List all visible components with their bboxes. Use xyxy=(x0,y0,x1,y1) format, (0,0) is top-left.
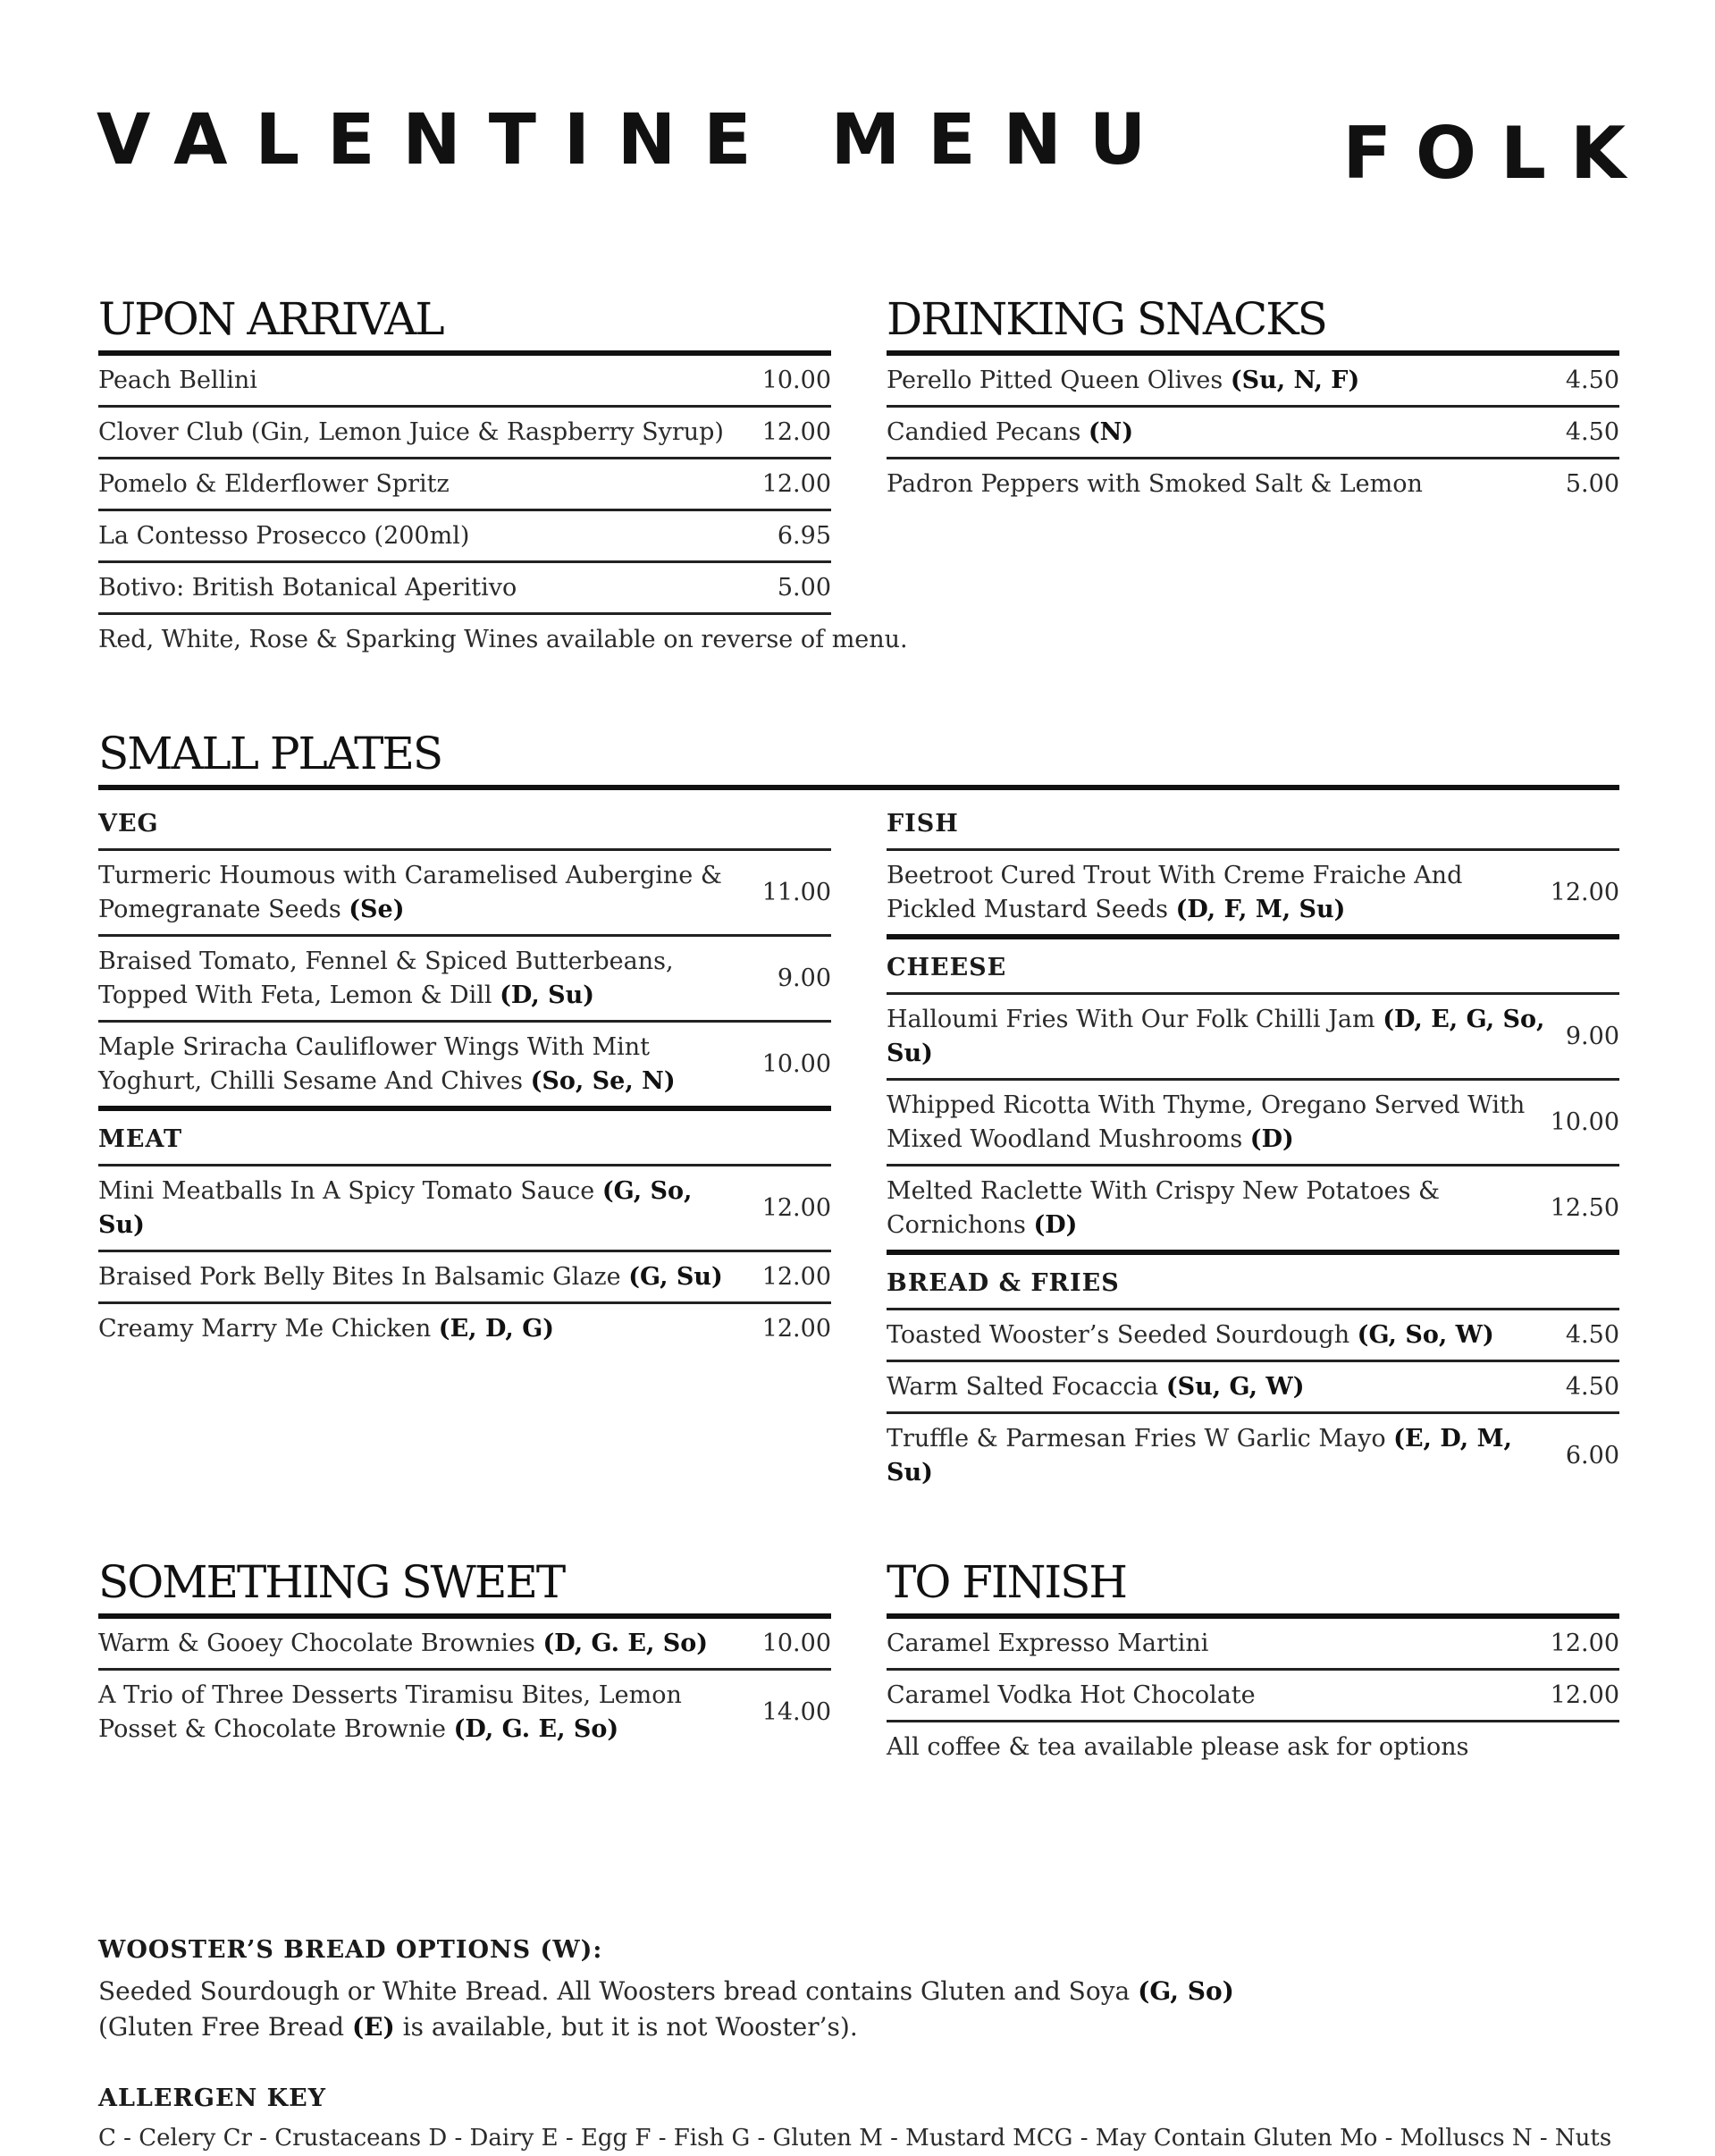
menu-item: Turmeric Houmous with Caramelised Aubergine & Pomegranate Seeds (Se) 11.00 xyxy=(98,851,831,937)
menu-item: Beetroot Cured Trout With Creme Fraiche And Pickled Mustard Seeds (D, F, M, Su) 12.00 xyxy=(887,851,1619,939)
allergen-codes: (Su, N, F) xyxy=(1230,366,1360,394)
allergen-key-line: C - Celery Cr - Crustaceans D - Dairy E - Egg F - Fish G - Gluten M - Mustard MCG - May Contain Gluten Mo - Molluscs N - Nuts xyxy=(98,2125,1612,2152)
small-plates-left xyxy=(98,796,831,1353)
allergen-codes: (D, G. E, So) xyxy=(542,1630,709,1657)
menu-item: Peach Bellini 10.00 xyxy=(98,356,831,408)
menu-item: Caramel Expresso Martini 12.00 xyxy=(887,1619,1619,1671)
menu-item: Perello Pitted Queen Olives (Su, N, F) 4.50 xyxy=(887,356,1619,408)
menu-item: Candied Pecans (N) 4.50 xyxy=(887,408,1619,459)
something-sweet-section xyxy=(98,1556,831,1754)
menu-item: Mini Meatballs In A Spicy Tomato Sauce (G, So, Su) 12.00 xyxy=(98,1166,831,1252)
section-title: DRINKING SNACKS xyxy=(887,297,1619,356)
brand-logo: FOLK xyxy=(1342,112,1650,195)
allergen-codes: (E, D, M, Su) xyxy=(887,1425,1512,1486)
menu-item: Truffle & Parmesan Fries W Garlic Mayo (E, D, M, Su) 6.00 xyxy=(887,1425,1619,1486)
to-finish-section xyxy=(887,1556,1619,1764)
menu-item: Clover Club (Gin, Lemon Juice & Raspberry Syrup) 12.00 xyxy=(98,408,831,459)
allergen-codes: (D, G. E, So) xyxy=(453,1715,619,1743)
section-title: SMALL PLATES xyxy=(98,731,1619,790)
menu-item: A Trio of Three Desserts Tiramisu Bites, Lemon Posset & Chocolate Brownie (D, G. E, So) 14.00 xyxy=(98,1681,831,1743)
allergen-codes: (N) xyxy=(1088,418,1134,446)
menu-title: VALENTINE MENU xyxy=(97,100,1174,181)
menu-item: Braised Pork Belly Bites In Balsamic Glaze (G, Su) 12.00 xyxy=(98,1252,831,1304)
coffee-note: All coffee & tea available please ask for options xyxy=(887,1733,1469,1761)
menu-item: Pomelo & Elderflower Spritz 12.00 xyxy=(98,459,831,511)
subsection-veg: VEG xyxy=(98,796,831,851)
drinking-snacks-section xyxy=(887,293,1619,509)
subsection-cheese: CHEESE xyxy=(887,939,1619,995)
menu-item: Caramel Vodka Hot Chocolate 12.00 xyxy=(887,1671,1619,1722)
allergen-codes: (D, Su) xyxy=(500,981,595,1009)
allergen-codes: (D) xyxy=(1033,1211,1078,1239)
wine-note: Red, White, Rose & Sparking Wines available on reverse of menu. xyxy=(98,626,908,653)
woosters-line-2: (Gluten Free Bread (E) is available, but it is not Wooster’s). xyxy=(98,2012,858,2042)
allergen-codes: (D, E, G, So, Su) xyxy=(887,1006,1545,1067)
menu-item: Melted Raclette With Crispy New Potatoes & Cornichons (D) 12.50 xyxy=(887,1166,1619,1255)
menu-item: Creamy Marry Me Chicken (E, D, G) 12.00 xyxy=(98,1315,831,1343)
menu-item: Toasted Wooster’s Seeded Sourdough (G, So, W) 4.50 xyxy=(887,1310,1619,1362)
allergen-codes: (Su, G, W) xyxy=(1165,1373,1305,1401)
subsection-bread-fries: BREAD & FRIES xyxy=(887,1255,1619,1310)
allergen-codes: (So, Se, N) xyxy=(530,1067,676,1095)
menu-item: La Contesso Prosecco (200ml) 6.95 xyxy=(98,511,831,563)
small-plates-right xyxy=(887,796,1619,1497)
section-title: UPON ARRIVAL xyxy=(98,297,831,356)
allergen-codes: (G, So, W) xyxy=(1357,1321,1494,1349)
allergen-codes: (G, Su) xyxy=(628,1263,723,1291)
menu-item: Botivo: British Botanical Aperitivo 5.00 xyxy=(98,563,831,615)
menu-item: Whipped Ricotta With Thyme, Oregano Served With Mixed Woodland Mushrooms (D) 10.00 xyxy=(887,1081,1619,1166)
woosters-line-1: Seeded Sourdough or White Bread. All Woosters bread contains Gluten and Soya (G, So) xyxy=(98,1976,1234,2006)
menu-item: Maple Sriracha Cauliflower Wings With Mint Yoghurt, Chilli Sesame And Chives (So, Se, N) 10.00 xyxy=(98,1023,831,1111)
upon-arrival-section xyxy=(98,293,908,657)
allergen-codes: (Se) xyxy=(349,896,405,923)
woosters-heading: WOOSTER’S BREAD OPTIONS (W): xyxy=(98,1936,603,1964)
allergen-key-heading: ALLERGEN KEY xyxy=(98,2084,326,2112)
allergen-codes: (E, D, G) xyxy=(438,1315,555,1343)
allergen-codes: (D) xyxy=(1249,1125,1294,1153)
menu-item: Warm & Gooey Chocolate Brownies (D, G. E, So) 10.00 xyxy=(98,1619,831,1671)
section-title: TO FINISH xyxy=(887,1560,1619,1619)
menu-item: Warm Salted Focaccia (Su, G, W) 4.50 xyxy=(887,1362,1619,1414)
subsection-fish: FISH xyxy=(887,796,1619,851)
subsection-meat: MEAT xyxy=(98,1111,831,1166)
menu-item: Braised Tomato, Fennel & Spiced Butterbeans, Topped With Feta, Lemon & Dill (D, Su) 9.00 xyxy=(98,937,831,1023)
section-title: SOMETHING SWEET xyxy=(98,1560,831,1619)
allergen-codes: (D, F, M, Su) xyxy=(1175,896,1346,923)
menu-item: Halloumi Fries With Our Folk Chilli Jam (D, E, G, So, Su) 9.00 xyxy=(887,995,1619,1081)
small-plates-section xyxy=(98,728,831,790)
allergen-codes: (G, So, Su) xyxy=(98,1177,693,1239)
menu-item: Padron Peppers with Smoked Salt & Lemon 5.00 xyxy=(887,470,1619,498)
